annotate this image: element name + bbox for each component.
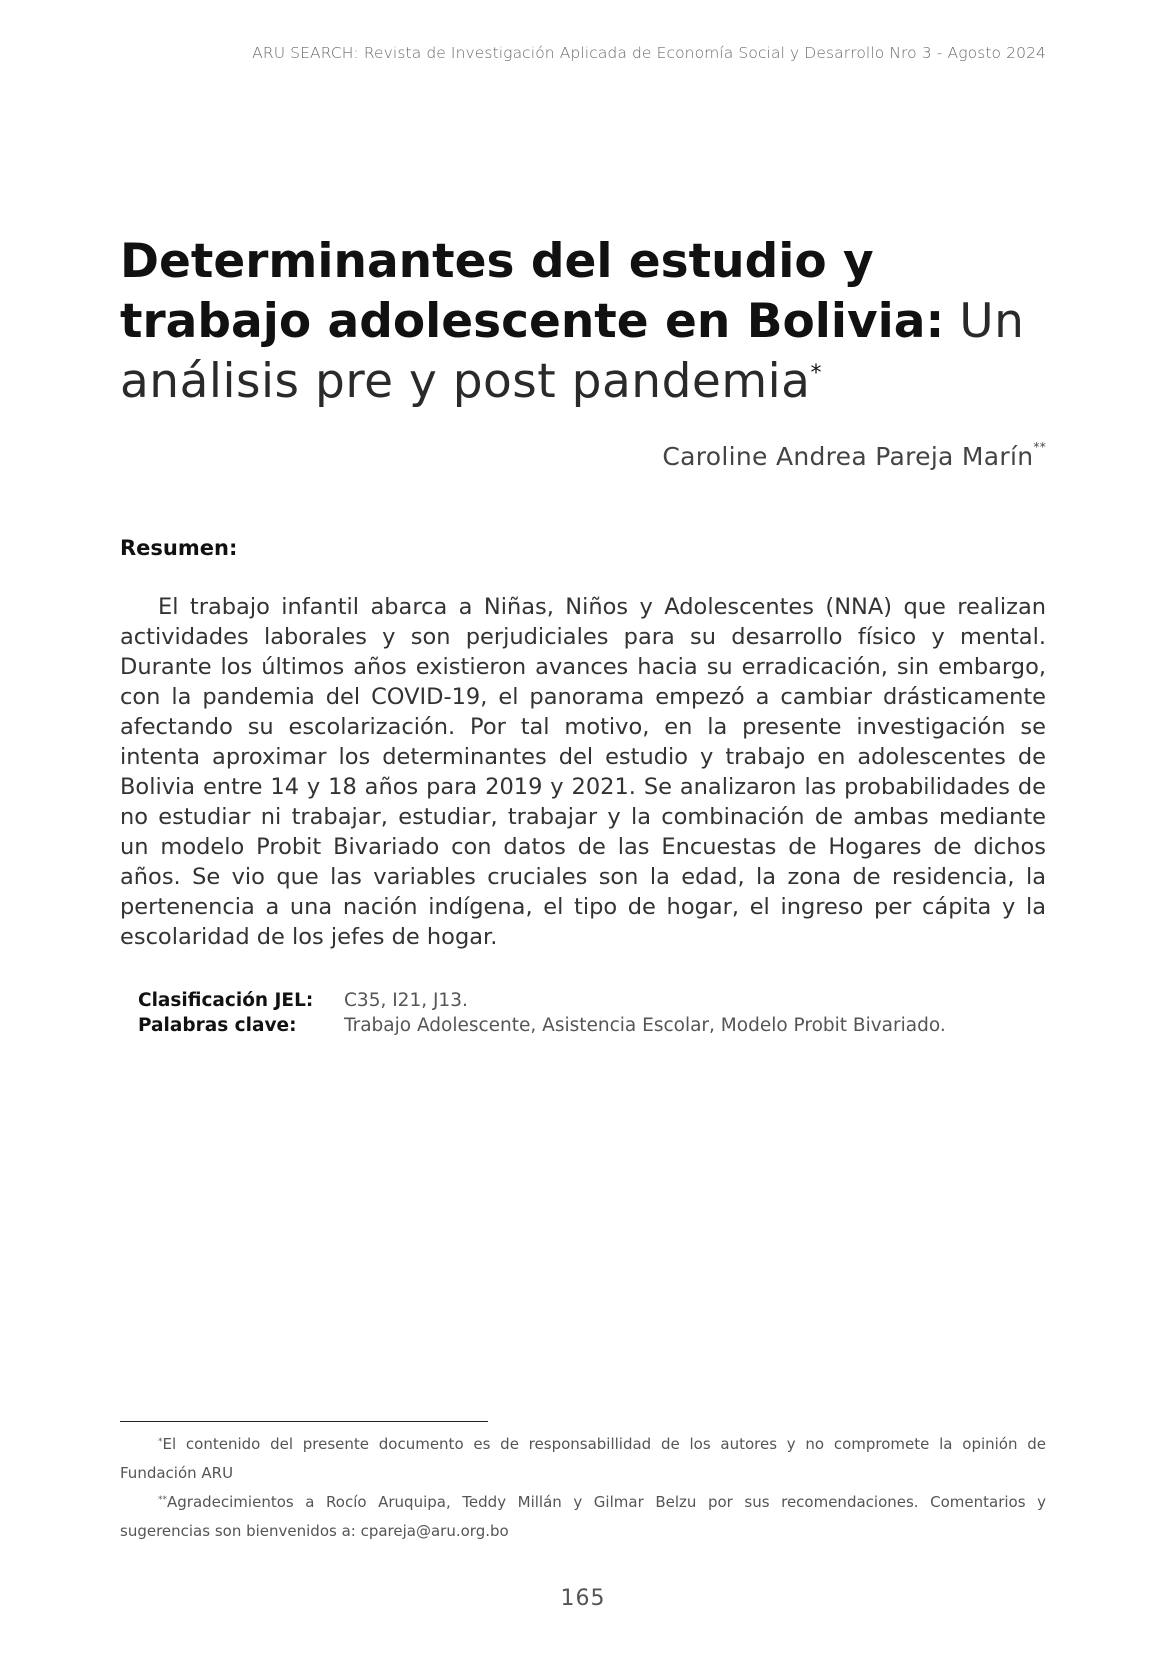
footnote [120,1430,1046,1488]
article-title [120,232,1060,412]
author-name: Caroline Andrea Pareja Marín [662,442,1034,471]
keywords-row [138,1013,946,1038]
jel-label: Clasificación JEL: [138,990,314,1011]
abstract-text: El trabajo infantil abarca a Niñas, Niños y Adolescentes (NNA) que realizan actividades laborales y son perjudiciales para su desarrollo físico y mental. Durante los últimos años existieron avances hacia su erradicación, sin embargo, con la pandemia del COVID-19, el panorama empezó a cambiar drásticamente afectando su escolarización. Por tal motivo, en la presente investigación se intenta aproximar los determinantes del estudio y trabajo en adolescentes de Bolivia entre 14 y 18 años para 2019 y 2021. Se analizaron las probabilidades de no estudiar ni trabajar, estudiar, trabajar y la combinación de ambas mediante un modelo Probit Bivariado con datos de las Encuestas de Hogares de dichos años. Se vio que las variables cruciales son la edad, la zona de residencia, la pertenencia a una nación indígena, el tipo de hogar, el ingreso per cápita y la escolaridad de los jefes de hogar. [120,594,1046,950]
title-footnote-marker: * [810,361,822,386]
footnote-text: Agradecimientos a Rocío Aruquipa, Teddy Millán y Gilmar Belzu por sus recomendaciones. Comentarios y sugerencias son bienvenidos a: cpareja@aru.org.bo [120,1493,1046,1540]
footnotes [120,1430,1046,1546]
keywords-value: Trabajo Adolescente, Asistencia Escolar, Modelo Probit Bivariado. [344,1015,946,1036]
article-metadata [138,988,946,1038]
page-number: 165 [560,1586,606,1611]
footnote-divider [120,1421,488,1422]
footnote-marker: * [158,1437,163,1447]
title-bold-part: Determinantes del estudio y trabajo adolescente en Bolivia: [120,234,945,349]
footnote [120,1488,1046,1546]
title-light-part: Un análisis pre y post pandemia [120,294,1025,409]
jel-row [138,988,946,1013]
abstract-heading: Resumen: [120,536,238,560]
footnote-text: El contenido del presente documento es de responsabillidad de los autores y no compromete la opinión de Fundación ARU [120,1435,1046,1482]
author [662,442,1046,471]
running-head: ARU SEARCH: Revista de Investigación Aplicada de Economía Social y Desarrollo Nro 3 - Agosto 2024 [252,44,1046,62]
keywords-label: Palabras clave: [138,1015,297,1036]
footnote-marker: ** [158,1495,167,1505]
author-footnote-marker: ** [1033,440,1046,454]
jel-value: C35, I21, J13. [344,990,468,1011]
